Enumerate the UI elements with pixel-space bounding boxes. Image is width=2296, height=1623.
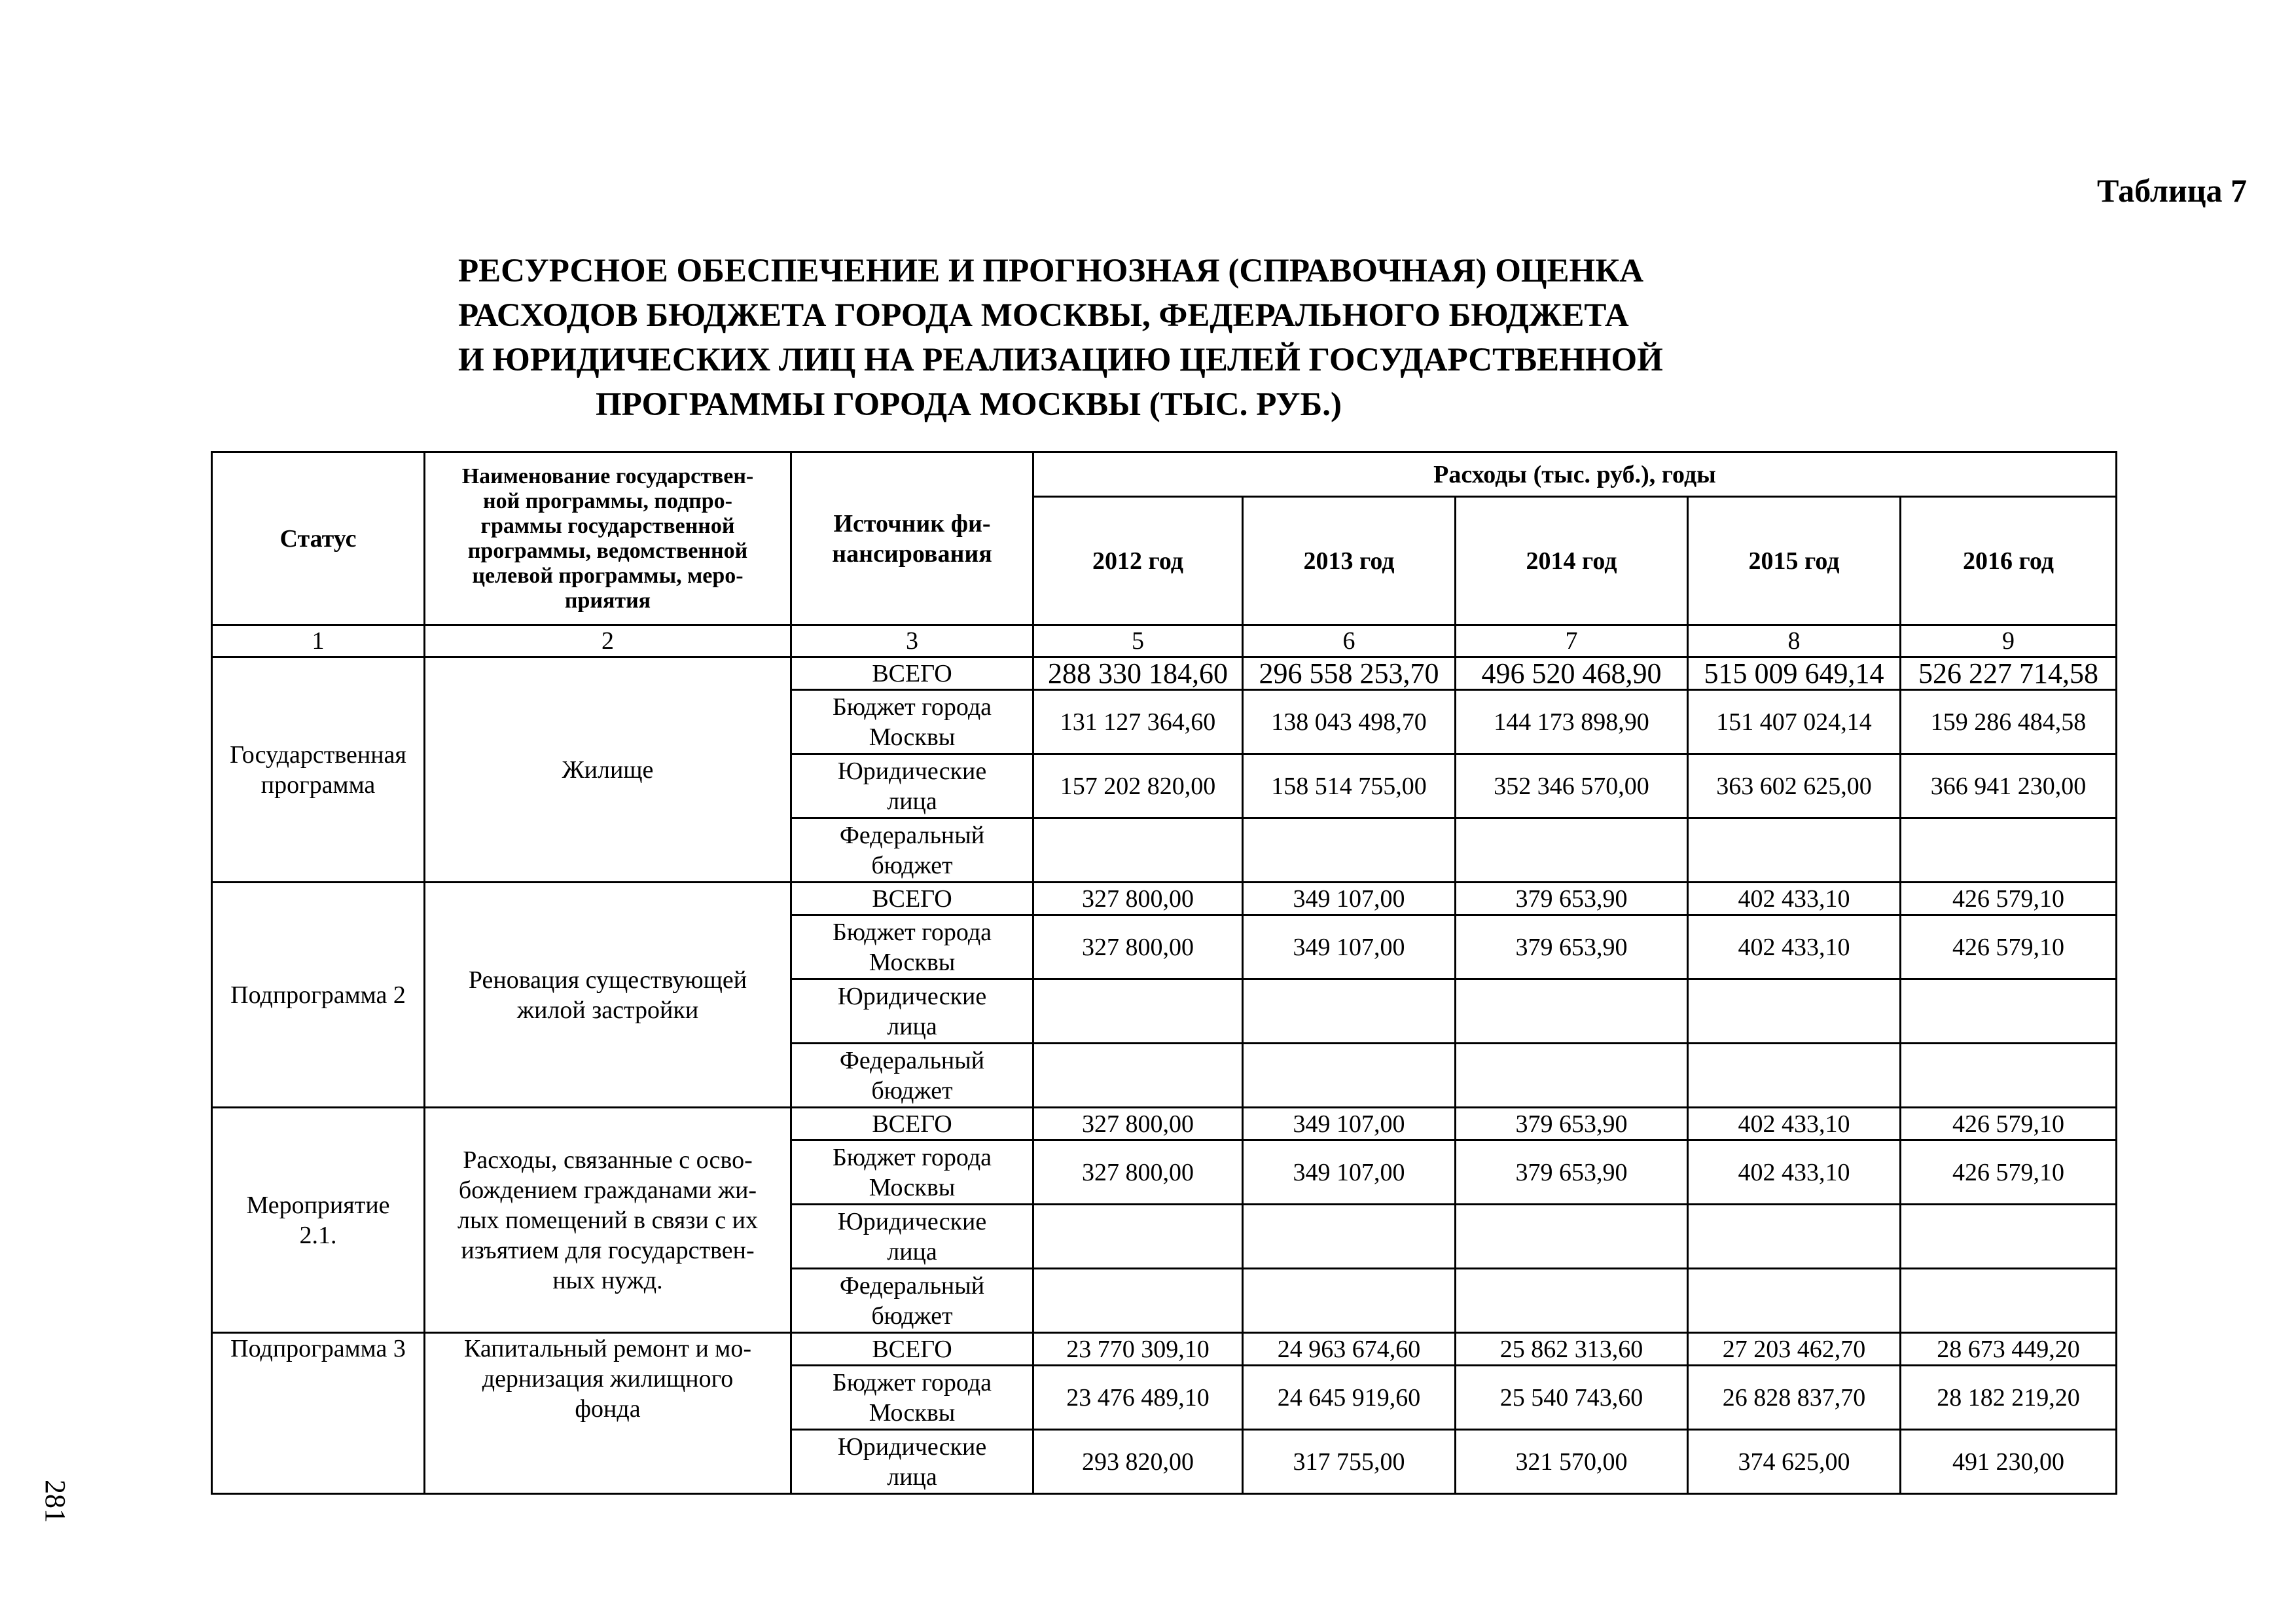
header-year: 2016 год xyxy=(1901,497,2117,625)
value-cell xyxy=(1033,979,1243,1044)
header-name-line: ной программы, подпро- xyxy=(482,488,733,513)
value-cell: 23 476 489,10 xyxy=(1033,1366,1243,1430)
value-cell: 374 625,00 xyxy=(1688,1430,1901,1494)
value-cell xyxy=(1901,818,2117,883)
value-cell: 25 862 313,60 xyxy=(1456,1333,1688,1366)
header-source-line: Источник фи- xyxy=(833,509,991,538)
value-cell: 327 800,00 xyxy=(1033,1108,1243,1140)
source-line: Федеральный xyxy=(839,821,985,849)
source-cell xyxy=(791,1205,1033,1269)
status-line: 2.1. xyxy=(299,1221,337,1249)
source-line: Москвы xyxy=(869,1173,956,1201)
header-year: 2015 год xyxy=(1688,497,1901,625)
value-cell: 426 579,10 xyxy=(1901,1140,2117,1205)
value-cell: 349 107,00 xyxy=(1243,1140,1456,1205)
source-line: Москвы xyxy=(869,723,956,751)
value-cell xyxy=(1243,979,1456,1044)
value-cell: 426 579,10 xyxy=(1901,1108,2117,1140)
column-number: 9 xyxy=(1901,625,2117,657)
value-cell xyxy=(1901,1044,2117,1108)
source-cell xyxy=(791,1044,1033,1108)
name-cell xyxy=(425,657,791,883)
value-cell: 402 433,10 xyxy=(1688,1140,1901,1205)
name-line: ных нужд. xyxy=(552,1266,663,1294)
column-number: 6 xyxy=(1243,625,1456,657)
name-line: лых помещений в связи с их xyxy=(457,1206,758,1234)
title-line: И ЮРИДИЧЕСКИХ ЛИЦ НА РЕАЛИЗАЦИЮ ЦЕЛЕЙ ГОСУДАРСТВЕННОЙ xyxy=(458,342,1663,378)
column-number: 1 xyxy=(212,625,425,657)
status-cell xyxy=(212,883,425,1108)
value-cell: 402 433,10 xyxy=(1688,883,1901,915)
value-cell: 366 941 230,00 xyxy=(1901,754,2117,818)
value-cell: 526 227 714,58 xyxy=(1901,657,2117,690)
source-line: лица xyxy=(887,1463,937,1491)
source-cell xyxy=(791,915,1033,979)
source-line: лица xyxy=(887,1237,937,1266)
status-cell xyxy=(212,1108,425,1333)
source-line: Бюджет города xyxy=(832,1368,992,1396)
status-line: программа xyxy=(260,771,376,799)
header-name xyxy=(425,452,791,625)
source-cell: ВСЕГО xyxy=(791,1108,1033,1140)
name-line: Расходы, связанные с осво- xyxy=(463,1146,753,1174)
value-cell: 317 755,00 xyxy=(1243,1430,1456,1494)
source-cell: ВСЕГО xyxy=(791,657,1033,690)
header-source-line: нансирования xyxy=(832,539,992,568)
source-cell: ВСЕГО xyxy=(791,883,1033,915)
name-line: Жилище xyxy=(562,756,654,784)
value-cell: 327 800,00 xyxy=(1033,883,1243,915)
source-line: Юридические xyxy=(837,757,987,785)
table-row xyxy=(212,657,2117,690)
header-year: 2012 год xyxy=(1033,497,1243,625)
source-line: Юридические xyxy=(837,1432,987,1461)
value-cell xyxy=(1688,979,1901,1044)
source-line: Федеральный xyxy=(839,1271,985,1300)
source-line: Юридические xyxy=(837,1207,987,1235)
value-cell: 321 570,00 xyxy=(1456,1430,1688,1494)
status-line: Подпрограмма 3 xyxy=(230,1335,406,1362)
page-number: 281 xyxy=(39,1480,71,1523)
value-cell: 363 602 625,00 xyxy=(1688,754,1901,818)
name-cell xyxy=(425,1108,791,1333)
value-cell xyxy=(1901,1205,2117,1269)
value-cell: 379 653,90 xyxy=(1456,1140,1688,1205)
status-line: Подпрограмма 2 xyxy=(230,981,406,1009)
table-row xyxy=(212,1333,2117,1366)
source-line: бюджет xyxy=(871,1076,953,1104)
name-line: бождением гражданами жи- xyxy=(458,1176,757,1204)
header-name-line: граммы государственной xyxy=(480,513,735,538)
value-cell: 159 286 484,58 xyxy=(1901,690,2117,754)
header-year: 2013 год xyxy=(1243,497,1456,625)
source-cell xyxy=(791,818,1033,883)
column-number: 5 xyxy=(1033,625,1243,657)
value-cell: 349 107,00 xyxy=(1243,883,1456,915)
table-label: Таблица 7 xyxy=(2096,172,2247,209)
value-cell: 327 800,00 xyxy=(1033,1140,1243,1205)
value-cell xyxy=(1243,1044,1456,1108)
header-name-line: приятия xyxy=(564,588,651,613)
source-cell: ВСЕГО xyxy=(791,1333,1033,1366)
value-cell: 28 182 219,20 xyxy=(1901,1366,2117,1430)
value-cell: 496 520 468,90 xyxy=(1456,657,1688,690)
value-cell: 293 820,00 xyxy=(1033,1430,1243,1494)
header-name-line: программы, ведомственной xyxy=(467,538,748,563)
header-expenses: Расходы (тыс. руб.), годы xyxy=(1033,452,2117,497)
value-cell xyxy=(1456,818,1688,883)
value-cell: 349 107,00 xyxy=(1243,1108,1456,1140)
value-cell: 28 673 449,20 xyxy=(1901,1333,2117,1366)
value-cell xyxy=(1456,979,1688,1044)
header-name-line: Наименование государствен- xyxy=(461,464,754,488)
source-cell xyxy=(791,754,1033,818)
source-line: лица xyxy=(887,787,937,815)
value-cell xyxy=(1033,1205,1243,1269)
value-cell: 426 579,10 xyxy=(1901,915,2117,979)
source-line: лица xyxy=(887,1012,937,1040)
status-line: Мероприятие xyxy=(246,1191,390,1219)
value-cell xyxy=(1688,818,1901,883)
name-line: Реновация существующей xyxy=(468,966,747,994)
column-number: 8 xyxy=(1688,625,1901,657)
value-cell xyxy=(1901,1269,2117,1333)
title-line: РАСХОДОВ БЮДЖЕТА ГОРОДА МОСКВЫ, ФЕДЕРАЛЬНОГО БЮДЖЕТА xyxy=(458,297,1629,334)
name-line: жилой застройки xyxy=(516,996,699,1024)
value-cell xyxy=(1243,1205,1456,1269)
value-cell: 23 770 309,10 xyxy=(1033,1333,1243,1366)
value-cell: 379 653,90 xyxy=(1456,1108,1688,1140)
header-source xyxy=(791,452,1033,625)
source-line: бюджет xyxy=(871,851,953,879)
value-cell: 138 043 498,70 xyxy=(1243,690,1456,754)
value-cell xyxy=(1456,1205,1688,1269)
name-cell xyxy=(425,883,791,1108)
name-line: фонда xyxy=(575,1395,641,1423)
value-cell xyxy=(1033,1044,1243,1108)
value-cell xyxy=(1688,1044,1901,1108)
value-cell: 27 203 462,70 xyxy=(1688,1333,1901,1366)
header-year: 2014 год xyxy=(1456,497,1688,625)
column-number: 3 xyxy=(791,625,1033,657)
value-cell: 349 107,00 xyxy=(1243,915,1456,979)
status-line: Государственная xyxy=(230,740,406,769)
column-number-row xyxy=(212,625,2117,657)
value-cell: 25 540 743,60 xyxy=(1456,1366,1688,1430)
value-cell: 158 514 755,00 xyxy=(1243,754,1456,818)
status-cell xyxy=(212,657,425,883)
source-line: Юридические xyxy=(837,982,987,1010)
source-cell xyxy=(791,1140,1033,1205)
title-line: ПРОГРАММЫ ГОРОДА МОСКВЫ (ТЫС. РУБ.) xyxy=(596,386,1342,423)
title-line: РЕСУРСНОЕ ОБЕСПЕЧЕНИЕ И ПРОГНОЗНАЯ (СПРАВОЧНАЯ) ОЦЕНКА xyxy=(458,253,1644,289)
status-cell xyxy=(212,1333,425,1494)
value-cell: 515 009 649,14 xyxy=(1688,657,1901,690)
value-cell: 402 433,10 xyxy=(1688,1108,1901,1140)
value-cell xyxy=(1688,1269,1901,1333)
value-cell xyxy=(1033,1269,1243,1333)
value-cell xyxy=(1901,979,2117,1044)
column-number: 2 xyxy=(425,625,791,657)
value-cell: 296 558 253,70 xyxy=(1243,657,1456,690)
value-cell: 151 407 024,14 xyxy=(1688,690,1901,754)
value-cell xyxy=(1456,1044,1688,1108)
source-cell xyxy=(791,979,1033,1044)
value-cell: 24 645 919,60 xyxy=(1243,1366,1456,1430)
table-row xyxy=(212,1108,2117,1140)
source-line: Бюджет города xyxy=(832,918,992,946)
source-line: Федеральный xyxy=(839,1046,985,1074)
value-cell: 327 800,00 xyxy=(1033,915,1243,979)
value-cell: 352 346 570,00 xyxy=(1456,754,1688,818)
value-cell: 426 579,10 xyxy=(1901,883,2117,915)
value-cell: 379 653,90 xyxy=(1456,883,1688,915)
header-name-line: целевой программы, меро- xyxy=(472,563,744,588)
name-line: изъятием для государствен- xyxy=(461,1236,755,1264)
name-line: дернизация жилищного xyxy=(482,1365,734,1393)
source-line: Бюджет города xyxy=(832,1143,992,1171)
value-cell: 379 653,90 xyxy=(1456,915,1688,979)
source-line: Москвы xyxy=(869,1398,956,1427)
name-line: Капитальный ремонт и мо- xyxy=(463,1335,752,1362)
source-cell xyxy=(791,1430,1033,1494)
source-line: бюджет xyxy=(871,1302,953,1330)
value-cell xyxy=(1033,818,1243,883)
source-cell xyxy=(791,1366,1033,1430)
table-row xyxy=(212,883,2117,915)
source-line: Бюджет города xyxy=(832,693,992,721)
value-cell xyxy=(1243,1269,1456,1333)
value-cell: 131 127 364,60 xyxy=(1033,690,1243,754)
source-line: Москвы xyxy=(869,948,956,976)
source-cell xyxy=(791,1269,1033,1333)
name-cell xyxy=(425,1333,791,1494)
value-cell xyxy=(1243,818,1456,883)
value-cell xyxy=(1688,1205,1901,1269)
source-cell xyxy=(791,690,1033,754)
value-cell: 144 173 898,90 xyxy=(1456,690,1688,754)
value-cell: 24 963 674,60 xyxy=(1243,1333,1456,1366)
page-title xyxy=(458,249,1663,427)
value-cell: 402 433,10 xyxy=(1688,915,1901,979)
header-status: Статус xyxy=(212,452,425,625)
value-cell: 26 828 837,70 xyxy=(1688,1366,1901,1430)
column-number: 7 xyxy=(1456,625,1688,657)
value-cell: 157 202 820,00 xyxy=(1033,754,1243,818)
resource-table xyxy=(211,451,2117,1495)
value-cell xyxy=(1456,1269,1688,1333)
value-cell: 491 230,00 xyxy=(1901,1430,2117,1494)
value-cell: 288 330 184,60 xyxy=(1033,657,1243,690)
